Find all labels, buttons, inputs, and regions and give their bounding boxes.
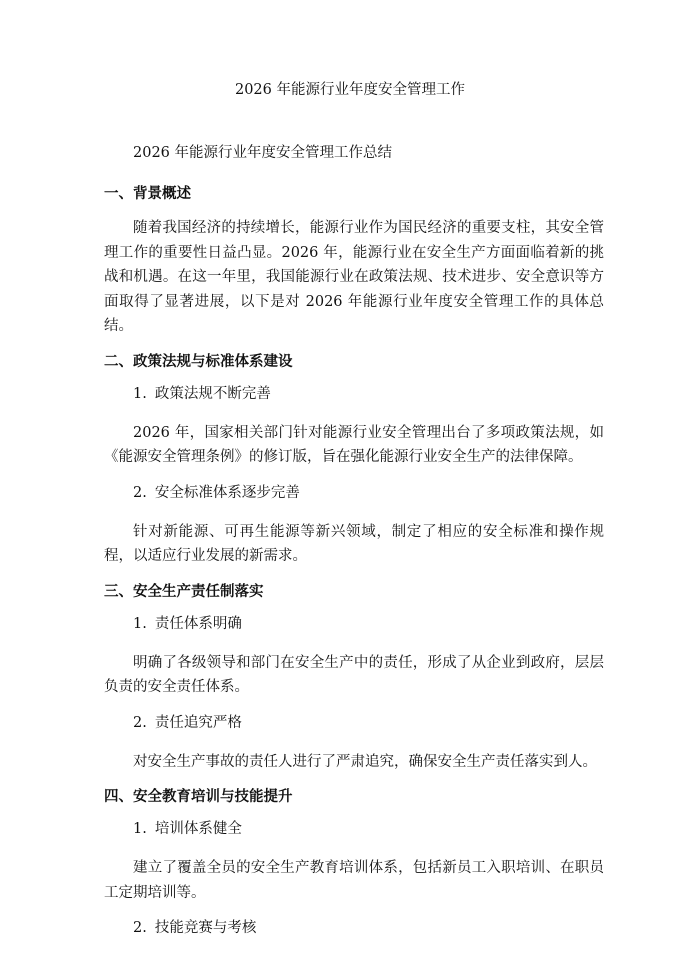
list-item-number: 2. xyxy=(133,714,147,731)
paragraph-policy-1: 2026 年，国家相关部门针对能源行业安全管理出台了多项政策法规，如《能源安全管理条例》的修订版，旨在强化能源行业安全生产的法律保障。 xyxy=(104,424,604,465)
document-subtitle: 2026 年能源行业年度安全管理工作总结 xyxy=(133,145,393,161)
list-item-policy-2 xyxy=(104,483,604,503)
document-body xyxy=(104,143,604,955)
section-heading-training: 四、安全教育培训与技能提升 xyxy=(104,789,293,805)
paragraph-background: 随着我国经济的持续增长，能源行业作为国民经济的重要支柱，其安全管理工作的重要性日益凸显。2026 年，能源行业在安全生产方面面临着新的挑战和机遇。在这一年里，我国能源行业在政策法规、技术进步、安全意识等方面取得了显著进展，以下是对 2026 年能源行业年度安全管理工作的具体总结。 xyxy=(104,220,604,334)
list-item-label: 政策法规不断完善 xyxy=(154,385,271,402)
list-item-number: 1. xyxy=(133,615,147,632)
list-item-number: 1. xyxy=(133,821,147,837)
list-item-training-1 xyxy=(104,819,604,839)
list-item-training-2 xyxy=(104,918,604,938)
document-title: 2026 年能源行业年度安全管理工作 xyxy=(234,82,465,98)
paragraph-responsibility-2: 对安全生产事故的责任人进行了严肃追究，确保安全生产责任落实到人。 xyxy=(133,753,597,770)
list-item-label: 培训体系健全 xyxy=(154,821,242,837)
paragraph-policy-2: 针对新能源、可再生能源等新兴领域，制定了相应的安全标准和操作规程，以适应行业发展的新需求。 xyxy=(104,523,604,564)
list-item-label: 责任体系明确 xyxy=(154,615,242,632)
list-item-label: 技能竞赛与考核 xyxy=(154,920,257,936)
list-item-label: 责任追究严格 xyxy=(154,714,242,731)
section-heading-responsibility: 三、安全生产责任制落实 xyxy=(104,583,264,600)
list-item-responsibility-2 xyxy=(104,713,604,733)
list-item-label: 安全标准体系逐步完善 xyxy=(154,484,300,501)
section-heading-background: 一、背景概述 xyxy=(104,186,191,202)
list-item-policy-1 xyxy=(104,384,604,404)
list-item-number: 1. xyxy=(133,385,147,402)
section-heading-policy: 二、政策法规与标准体系建设 xyxy=(104,353,293,370)
paragraph-training-1: 建立了覆盖全员的安全生产教育培训体系，包括新员工入职培训、在职员工定期培训等。 xyxy=(104,860,604,901)
list-item-number: 2. xyxy=(133,484,147,501)
list-item-number: 2. xyxy=(133,920,147,936)
paragraph-responsibility-1: 明确了各级领导和部门在安全生产中的责任，形成了从企业到政府，层层负责的安全责任体系。 xyxy=(104,654,604,695)
list-item-responsibility-1 xyxy=(104,614,604,634)
